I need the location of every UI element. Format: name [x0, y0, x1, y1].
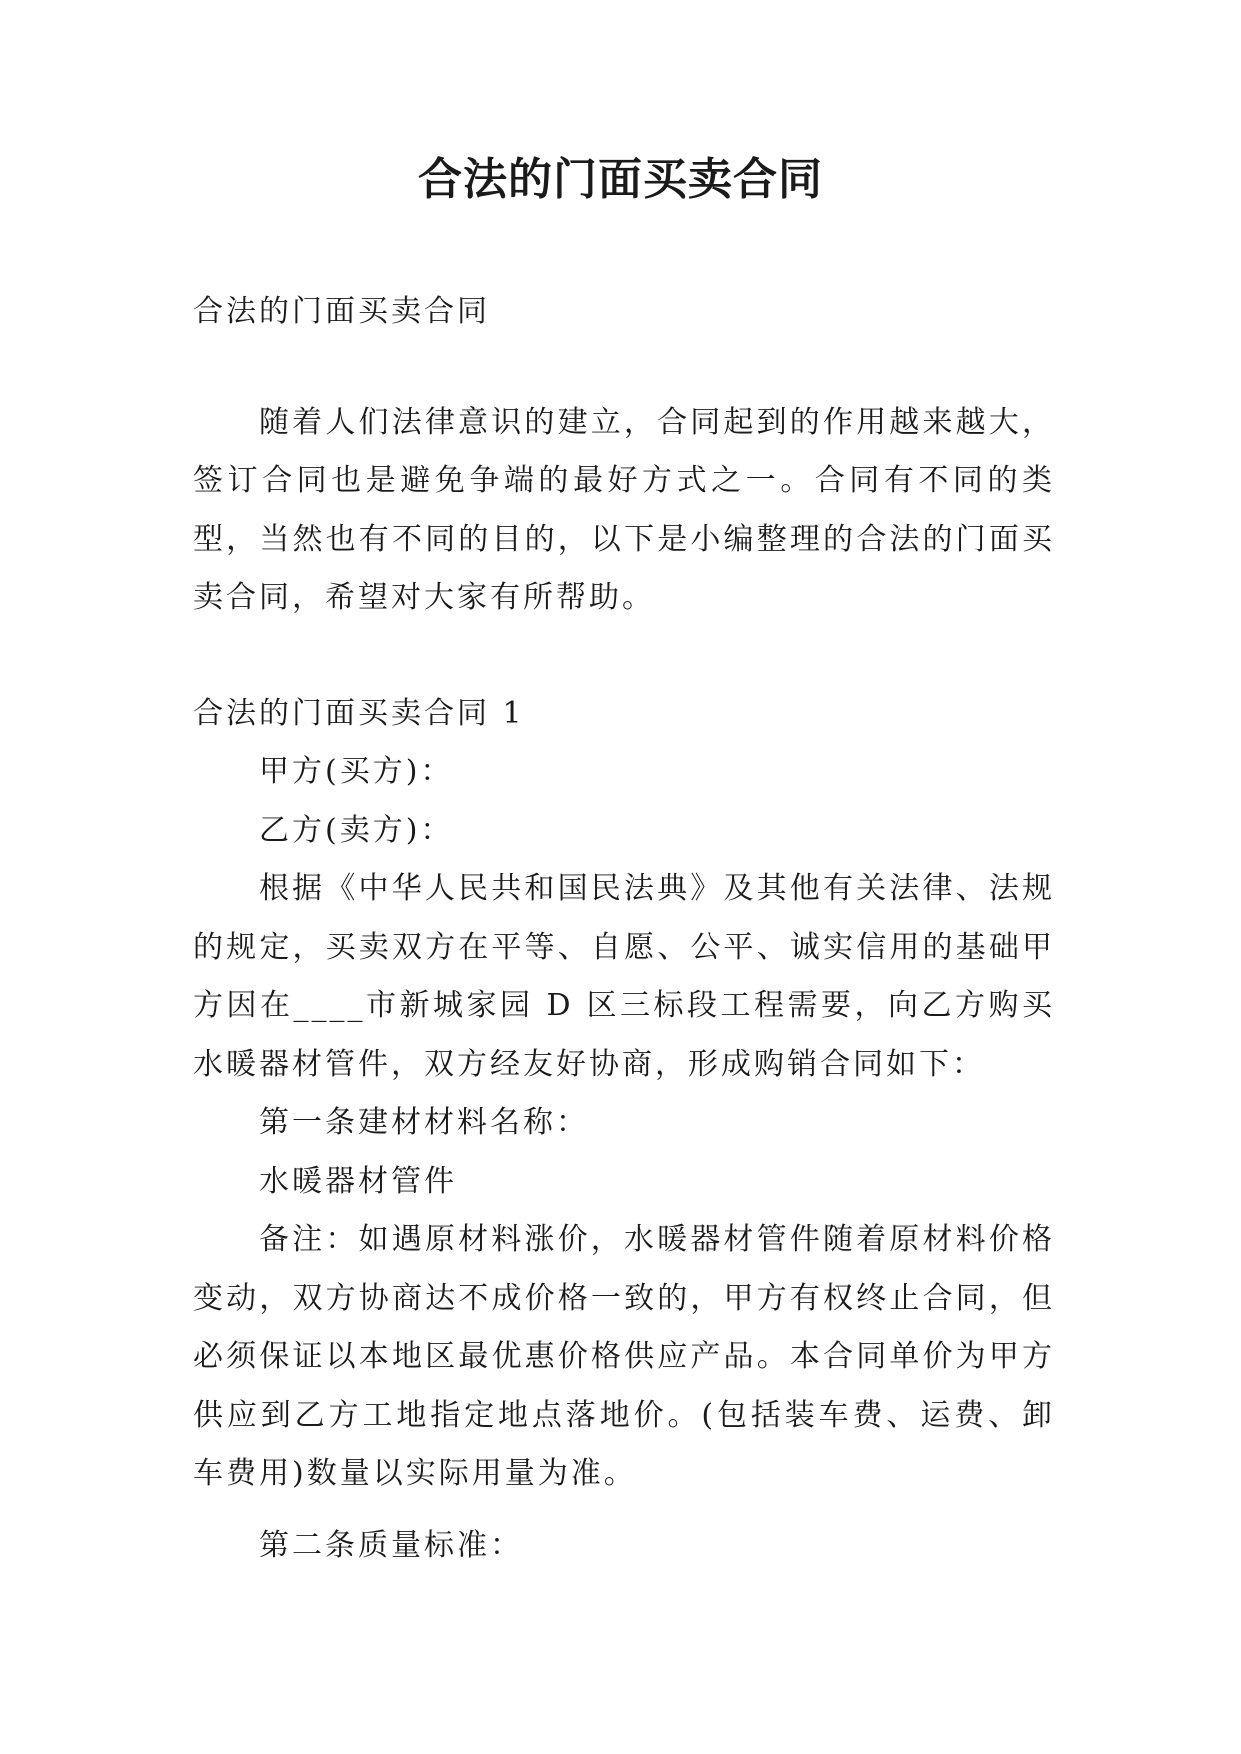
- intro-paragraph: 随着人们法律意识的建立，合同起到的作用越来越大，签订合同也是避免争端的最好方式之一。合同有不同的类型，当然也有不同的目的，以下是小编整理的合法的门面买卖合同，希望对大家有所帮助。: [193, 404, 1055, 615]
- article-1-item: 水暖器材管件: [259, 1163, 457, 1199]
- document-subtitle: 合法的门面买卖合同: [193, 294, 490, 329]
- page-title: 合法的门面买卖合同: [418, 154, 823, 205]
- document-body: [193, 283, 1055, 1575]
- party-b-line: 乙方(卖方)：: [259, 812, 454, 848]
- article-1-note: 备注：如遇原材料涨价，水暖器材管件随着原材料价格变动，双方协商达不成价格一致的，甲方有权终止合同，但必须保证以本地区最优惠价格供应产品。本合同单价为甲方供应到乙方工地指定地点落地价。(包括装车费、运费、卸车费用)数量以实际用量为准。: [193, 1222, 1055, 1491]
- party-a-line: 甲方(买方)：: [259, 754, 454, 789]
- section-heading: 合法的门面买卖合同 1: [193, 695, 525, 731]
- article-2-title: 第二条质量标准：: [259, 1527, 523, 1563]
- preamble-paragraph: 根据《中华人民共和国民法典》及其他有关法律、法规的规定，买卖双方在平等、自愿、公平、诚实信用的基础甲方因在____市新城家园 D 区三标段工程需要，向乙方购买水暖器材管件，双方经友好协商，形成购销合同如下：: [193, 871, 1055, 1082]
- article-1-title: 第一条建材材料名称：: [259, 1105, 589, 1140]
